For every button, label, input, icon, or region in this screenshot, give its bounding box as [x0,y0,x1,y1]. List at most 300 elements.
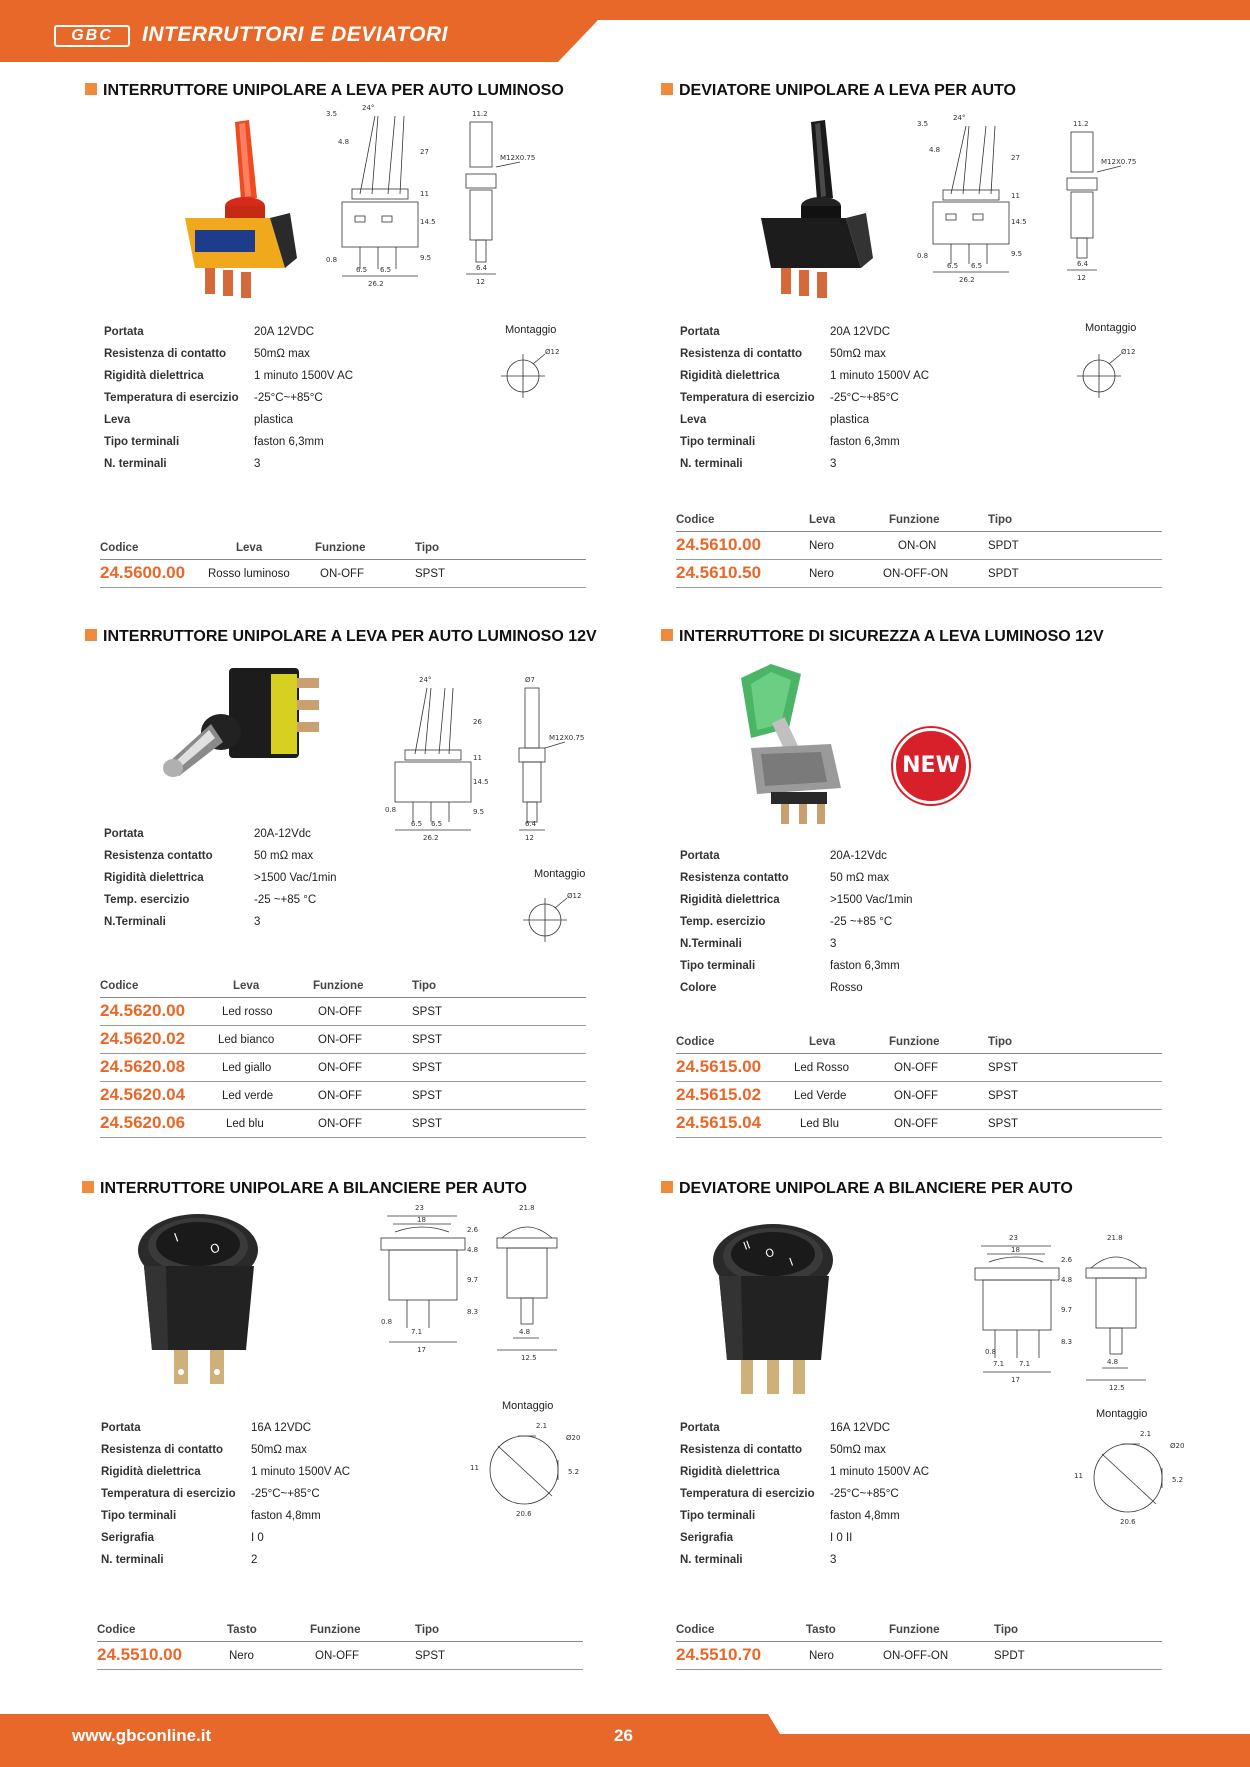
spec-label: Colore [680,982,717,994]
spec-value: 50 mΩ max [830,872,890,884]
spec-label: Rigidità dielettrica [680,1466,780,1478]
type-cell: SPDT [988,568,1019,580]
spec-row [680,850,980,872]
spec-row [680,938,980,960]
dim-label: 12.5 [521,1354,537,1362]
dim-label: 2.6 [467,1226,479,1234]
dim-label: 4.8 [519,1328,531,1336]
spec-value: 3 [830,458,837,470]
spec-value: 20A-12Vdc [254,828,311,840]
spec-value: 16A 12VDC [251,1422,312,1434]
table-header [676,512,1162,532]
new-badge: NEW [893,728,969,804]
section-title-text: INTERRUTTORE UNIPOLARE A LEVA PER AUTO LUMINOSO [103,82,564,99]
product-table [97,1622,583,1670]
product-table [100,978,586,1138]
function-cell: ON-ON [898,540,937,552]
dim-label: 6.5 [411,820,423,828]
spec-row [680,960,980,982]
product-photo-rocker-io [126,1210,276,1410]
spec-row [101,1488,401,1510]
spec-row [680,894,980,916]
spec-label: Resistenza di contatto [680,1444,803,1456]
table-row [676,560,1162,588]
product-code: 24.5610.00 [676,535,762,554]
dim-label: 9.5 [473,808,485,816]
spec-value: 1 minuto 1500V AC [254,370,354,382]
spec-value: 20A 12VDC [254,326,315,338]
page-number: 26 [614,1726,633,1745]
table-row [97,1642,583,1670]
mounting-label: Montaggio [505,324,557,336]
spec-row [104,458,404,480]
table-header [100,978,586,998]
table-row [100,1026,586,1054]
dim-label: 11.2 [472,110,488,118]
product-code: 24.5600.00 [100,563,186,582]
function-cell: ON-OFF [318,1062,363,1074]
table-row [100,560,586,588]
spec-value: 2 [251,1554,258,1566]
header-stripe [0,0,1250,20]
mounting-hole-drawing [1071,344,1141,404]
product-table [100,540,586,588]
function-cell: ON-OFF [318,1090,363,1102]
table-row [100,1110,586,1138]
dim-label: 7.1 [411,1328,423,1336]
type-cell: SPST [415,568,446,580]
dim-label: 27 [420,148,429,156]
dim-label: 20.6 [1120,1518,1136,1526]
spec-label: Resistenza di contatto [680,348,803,360]
spec-row [104,370,404,392]
spec-value: 3 [830,938,837,950]
function-cell: ON-OFF-ON [883,568,949,580]
dim-label: Ø7 [525,676,535,684]
dim-label: 20.6 [516,1510,532,1518]
product-code: 24.5620.02 [100,1029,186,1048]
spec-row [101,1444,401,1466]
spec-value: plastica [254,414,293,426]
product-section-toggle-lit-12v [85,628,625,1148]
technical-drawing-toggle [911,114,1141,304]
dim-label: 27 [1011,154,1020,162]
dim-label: 6.5 [431,820,443,828]
spec-label: Portata [104,326,144,338]
spec-row [101,1554,401,1576]
product-section-toggle-changeover [661,82,1201,592]
lever-cell: Nero [809,568,834,580]
type-cell: SPST [412,1062,443,1074]
spec-value: 1 minuto 1500V AC [830,370,930,382]
product-code: 24.5615.02 [676,1085,762,1104]
function-cell: ON-OFF [894,1118,939,1130]
dim-label: 4.8 [467,1246,479,1254]
mounting-label: Montaggio [534,868,586,880]
spec-value: 3 [830,1554,837,1566]
function-cell: ON-OFF [320,568,365,580]
spec-label: Temperatura di esercizio [104,392,239,404]
dim-label: 11 [1011,192,1020,200]
spec-value: faston 4,8mm [251,1510,321,1522]
col-header-button: Tasto [227,1624,257,1636]
col-header-code: Codice [100,980,139,992]
col-header-lever: Leva [809,1036,836,1048]
col-header-function: Funzione [889,1036,940,1048]
spec-row [101,1422,401,1444]
dim-label: 26.2 [423,834,439,842]
table-header [97,1622,583,1642]
type-cell: SPST [988,1118,1019,1130]
product-table [676,1034,1162,1138]
spec-value: 50mΩ max [254,348,310,360]
spec-label: Rigidità dielettrica [101,1466,201,1478]
col-header-code: Codice [97,1624,136,1636]
table-row [100,998,586,1026]
gbc-logo: GBC [54,25,130,47]
spec-value: >1500 Vac/1min [830,894,913,906]
lever-cell: Led verde [222,1090,274,1102]
dim-label: 12 [1077,274,1086,282]
dim-label: 6.5 [380,266,392,274]
spec-label: Temp. esercizio [680,916,766,928]
dim-label: 8.3 [1061,1338,1073,1346]
technical-drawing-rocker [367,1202,597,1372]
dim-label: M12X0.75 [500,154,536,162]
spec-row [680,916,980,938]
spec-label: N. terminali [680,1554,743,1566]
dim-label: 0.8 [381,1318,393,1326]
lever-cell: Led Rosso [794,1062,849,1074]
spec-list [104,326,404,480]
product-code: 24.5620.04 [100,1085,186,1104]
page-header-title: INTERRUTTORI E DEVIATORI [142,23,449,46]
bullet-square-icon [85,629,97,641]
spec-label: N. terminali [104,458,167,470]
product-code: 24.5610.50 [676,563,762,582]
dim-label: 12.5 [1109,1384,1125,1392]
spec-label: Resistenza contatto [680,872,789,884]
spec-value: -25 ~+85 °C [254,894,317,906]
product-code: 24.5510.00 [97,1645,183,1664]
bullet-square-icon [661,83,673,95]
spec-value: -25°C~+85°C [254,392,323,404]
type-cell: SPST [412,1090,443,1102]
dim-label: 14.5 [1011,218,1027,226]
dim-label: 24° [362,104,375,112]
technical-drawing-rocker [961,1232,1181,1402]
table-header [676,1622,1162,1642]
spec-label: Tipo terminali [680,960,756,972]
spec-row [101,1532,401,1554]
dim-label: 6.5 [971,262,983,270]
col-header-code: Codice [100,542,139,554]
mounting-hole-drawing [517,888,587,948]
spec-label: Serigrafia [101,1532,155,1544]
spec-list [101,1422,401,1576]
table-row [676,1110,1162,1138]
section-title-text: DEVIATORE UNIPOLARE A LEVA PER AUTO [679,82,1016,99]
section-title-text: INTERRUTTORE UNIPOLARE A BILANCIERE PER AUTO [100,1180,527,1197]
product-code: 24.5615.04 [676,1113,762,1132]
mounting-label: Montaggio [502,1400,554,1412]
spec-row [680,1444,980,1466]
dim-label: 17 [1011,1376,1020,1384]
spec-row [680,982,980,1004]
dim-label: 3.5 [917,120,929,128]
spec-value: I 0 II [830,1532,853,1544]
function-cell: ON-OFF [315,1650,360,1662]
spec-label: Leva [104,414,131,426]
table-row [676,1642,1162,1670]
function-cell: ON-OFF [894,1062,939,1074]
dim-label: 26 [473,718,482,726]
product-photo-red-toggle [165,118,315,308]
dim-label: Ø12 [1121,348,1136,356]
dim-label: 0.8 [326,256,338,264]
dim-label: 26.2 [368,280,384,288]
spec-row [680,392,980,414]
dim-label: 7.1 [993,1360,1005,1368]
spec-list [680,326,980,480]
product-section-toggle-lit [85,82,625,592]
product-section-rocker-spst [82,1180,622,1680]
dim-label: 4.8 [1061,1276,1073,1284]
dim-label: 11 [420,190,429,198]
mounting-hole-drawing [495,344,565,404]
spec-row [680,370,980,392]
spec-label: Portata [680,1422,720,1434]
dim-label: 0.8 [917,252,929,260]
spec-label: Rigidità dielettrica [104,370,204,382]
spec-label: Portata [680,326,720,338]
dim-label: 12 [476,278,485,286]
spec-value: 50mΩ max [251,1444,307,1456]
col-header-function: Funzione [889,514,940,526]
lever-cell: Nero [809,540,834,552]
dim-label: 3.5 [326,110,338,118]
mounting-hole-drawing [1066,1424,1196,1532]
spec-label: Resistenza di contatto [104,348,227,360]
dim-label: 11 [470,1464,479,1472]
product-code: 24.5620.08 [100,1057,186,1076]
dim-label: 4.8 [1107,1358,1119,1366]
spec-row [104,414,404,436]
type-cell: SPDT [994,1650,1025,1662]
lever-cell: Led Verde [794,1090,847,1102]
spec-value: faston 6,3mm [830,960,900,972]
spec-label: Rigidità dielettrica [680,894,780,906]
spec-label: N. terminali [680,458,743,470]
spec-row [680,326,980,348]
dim-label: 23 [415,1204,424,1212]
spec-value: I 0 [251,1532,264,1544]
type-cell: SPST [412,1118,443,1130]
spec-row [104,348,404,370]
bullet-square-icon [661,629,673,641]
product-code: 24.5620.00 [100,1001,186,1020]
dim-label: Ø12 [545,348,560,356]
spec-label: Temp. esercizio [104,894,190,906]
bullet-square-icon [82,1181,94,1193]
spec-label: Rigidità dielettrica [680,370,780,382]
dim-label: 9.5 [420,254,432,262]
dim-label: 2.1 [1140,1430,1152,1438]
spec-label: Tipo terminali [104,436,180,448]
spec-value: -25°C~+85°C [251,1488,320,1500]
spec-row [680,1422,980,1444]
spec-row [101,1510,401,1532]
spec-value: 3 [254,458,261,470]
col-header-function: Funzione [889,1624,940,1636]
section-title [85,82,564,100]
spec-label: N. terminali [101,1554,164,1566]
product-table [676,512,1162,588]
dim-label: 18 [417,1216,426,1224]
spec-value: 50mΩ max [830,1444,886,1456]
table-row [676,1054,1162,1082]
spec-row [104,326,404,348]
spec-row [680,1554,980,1576]
spec-row [680,1466,980,1488]
col-header-type: Tipo [412,980,437,992]
section-title [82,1180,527,1198]
spec-row [104,828,404,850]
dim-label: Ø20 [1170,1442,1185,1450]
bullet-square-icon [661,1181,673,1193]
col-header-type: Tipo [415,1624,440,1636]
spec-value: faston 4,8mm [830,1510,900,1522]
section-title-text: DEVIATORE UNIPOLARE A BILANCIERE PER AUTO [679,1180,1073,1197]
svg-text:O: O [208,1240,222,1257]
spec-label: Serigrafia [680,1532,734,1544]
svg-text:II: II [741,1238,753,1253]
dim-label: 7.1 [1019,1360,1031,1368]
product-section-safety-toggle [661,628,1201,1148]
product-photo-rocker-io-ii [701,1220,851,1410]
type-cell: SPDT [988,540,1019,552]
dim-label: 6.4 [525,820,537,828]
type-cell: SPST [415,1650,446,1662]
section-title-text: INTERRUTTORE DI SICUREZZA A LEVA LUMINOSO 12V [679,628,1104,645]
spec-label: Temperatura di esercizio [680,392,815,404]
product-photo-chrome-toggle [159,660,349,810]
function-cell: ON-OFF [318,1034,363,1046]
function-cell: ON-OFF [318,1006,363,1018]
table-header [100,540,586,560]
spec-row [680,458,980,480]
col-header-code: Codice [676,514,715,526]
dim-label: 2.1 [536,1422,548,1430]
spec-row [680,1532,980,1554]
type-cell: SPST [412,1006,443,1018]
dim-label: 9.7 [467,1276,479,1284]
website-link[interactable]: www.gbconline.it [72,1726,212,1745]
spec-label: Tipo terminali [680,436,756,448]
spec-label: Temperatura di esercizio [680,1488,815,1500]
product-code: 24.5615.00 [676,1057,762,1076]
dim-label: 12 [525,834,534,842]
dim-label: 11 [1074,1472,1083,1480]
col-header-lever: Leva [236,542,263,554]
col-header-type: Tipo [415,542,440,554]
dim-label: 0.8 [385,806,397,814]
product-table [676,1622,1162,1670]
technical-drawing-toggle [320,104,550,294]
spec-list [680,1422,980,1576]
dim-label: 4.8 [338,138,350,146]
dim-label: M12X0.75 [1101,158,1137,166]
dim-label: 0.8 [985,1348,997,1356]
spec-value: 50mΩ max [830,348,886,360]
spec-row [104,872,404,894]
lever-cell: Rosso luminoso [208,568,290,580]
dim-label: 5.2 [1172,1476,1184,1484]
spec-row [680,414,980,436]
spec-value: -25 ~+85 °C [830,916,893,928]
col-header-button: Tasto [806,1624,836,1636]
spec-value: plastica [830,414,869,426]
table-header [676,1034,1162,1054]
dim-label: 8.3 [467,1308,479,1316]
dim-label: 6.5 [356,266,368,274]
spec-value: 1 minuto 1500V AC [830,1466,930,1478]
spec-list [104,828,404,938]
dim-label: 6.4 [1077,260,1089,268]
function-cell: ON-OFF [318,1118,363,1130]
dim-label: 11.2 [1073,120,1089,128]
spec-value: Rosso [830,982,863,994]
spec-label: Portata [101,1422,141,1434]
dim-label: 21.8 [1107,1234,1123,1242]
col-header-code: Codice [676,1624,715,1636]
lever-cell: Led bianco [218,1034,275,1046]
spec-row [680,348,980,370]
spec-value: -25°C~+85°C [830,1488,899,1500]
function-cell: ON-OFF [894,1090,939,1102]
spec-row [680,1510,980,1532]
mounting-label: Montaggio [1096,1408,1148,1420]
dim-label: 24° [953,114,966,122]
button-cell: Nero [809,1650,834,1662]
col-header-lever: Leva [809,514,836,526]
spec-label: Portata [680,850,720,862]
spec-label: Leva [680,414,707,426]
svg-text:O: O [763,1245,777,1261]
col-header-function: Funzione [310,1624,361,1636]
spec-row [680,436,980,458]
type-cell: SPST [412,1034,443,1046]
section-title [661,628,1104,646]
spec-label: Tipo terminali [680,1510,756,1522]
spec-value: 16A 12VDC [830,1422,891,1434]
spec-value: >1500 Vac/1min [254,872,337,884]
spec-value: 1 minuto 1500V AC [251,1466,351,1478]
dim-label: 4.8 [929,146,941,154]
table-row [100,1054,586,1082]
spec-value: faston 6,3mm [830,436,900,448]
col-header-type: Tipo [988,1036,1013,1048]
spec-label: Temperatura di esercizio [101,1488,236,1500]
spec-label: N.Terminali [680,938,742,950]
dim-label: 2.6 [1061,1256,1073,1264]
product-photo-safety-switch [711,658,881,838]
spec-label: Tipo terminali [101,1510,177,1522]
spec-row [104,392,404,414]
spec-label: Portata [104,828,144,840]
spec-row [104,894,404,916]
table-row [676,532,1162,560]
